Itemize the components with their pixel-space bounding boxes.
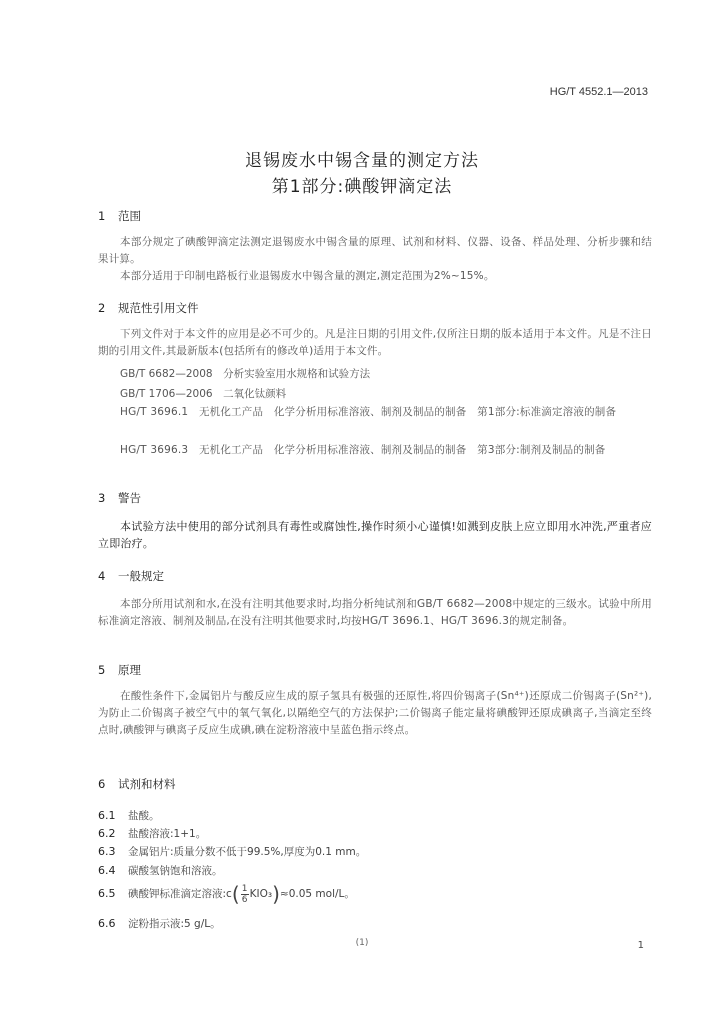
- list-item: [98, 808, 160, 823]
- section-5-paragraph-1: 在酸性条件下,金属铝片与酸反应生成的原子氢具有极强的还原性,将四价锡离子(Sn⁴⁺)还原成二价锡离子(Sn²⁺),为防止二价锡离子被空气中的氧气氧化,以隔绝空气的方法保护;二价锡离子能定量将碘酸钾还原成碘离子,当滴定至终点时,碘酸钾与碘离子反应生成碘,碘在淀粉溶液中呈蓝色指示终点。: [98, 690, 652, 736]
- list-item: [98, 882, 355, 906]
- section-3-paragraph-1: 本试验方法中使用的部分试剂具有毒性或腐蚀性,操作时须小心谨慎!如溅到皮肤上应立即用水冲洗,严重者应立即治疗。: [98, 520, 652, 550]
- section-number: 6: [98, 777, 106, 791]
- list-item: [98, 916, 221, 931]
- list-item: [98, 844, 366, 859]
- fraction-numerator: 1: [241, 883, 248, 894]
- item-text: 碳酸氢钠饱和溶液。: [128, 865, 223, 877]
- section-title: 试剂和材料: [118, 777, 176, 791]
- open-paren: (: [231, 882, 240, 906]
- chemical-formula: KIO₃: [249, 888, 273, 900]
- section-2-paragraph-1: 下列文件对于本文件的应用是必不可少的。凡是注日期的引用文件,仅所注日期的版本适用于本文件。凡是不注日期的引用文件,其最新版本(包括所有的修改单)适用于本文件。: [98, 328, 652, 357]
- fraction-denominator: 6: [241, 894, 248, 905]
- section-5-heading: [98, 662, 141, 678]
- section-title: 一般规定: [118, 569, 164, 583]
- section-1-paragraph-2: 本部分适用于印制电路板行业退锡废水中锡含量的测定,测定范围为2%~15%。: [120, 270, 495, 282]
- item-text: 金属铝片:质量分数不低于99.5%,厚度为0.1 mm。: [128, 846, 367, 858]
- document-title: 退锡废水中锡含量的测定方法: [245, 151, 479, 171]
- item-number: 6.6: [98, 917, 116, 930]
- section-title: 原理: [118, 663, 141, 677]
- section-number: 4: [98, 569, 106, 583]
- standard-code: HG/T 4552.1—2013: [549, 86, 648, 98]
- close-paren: ): [272, 882, 280, 906]
- section-4-heading: [98, 568, 164, 584]
- reference-2: GB/T 1706—2006 二氧化钛颜料: [120, 388, 287, 400]
- reference-4: HG/T 3696.3 无机化工产品 化学分析用标准溶液、制剂及制品的制备 第3部分:制剂及制品的制备: [120, 444, 606, 456]
- reference-3: HG/T 3696.1 无机化工产品 化学分析用标准溶液、制剂及制品的制备 第1部分:标准滴定溶液的制备: [120, 406, 617, 418]
- section-title: 范围: [118, 209, 141, 223]
- section-3-heading: [98, 490, 141, 506]
- section-number: 1: [98, 209, 106, 223]
- item-number: 6.4: [98, 864, 116, 877]
- item-text: 盐酸。: [128, 810, 160, 822]
- section-title: 规范性引用文件: [118, 301, 199, 315]
- footer-label: (1): [355, 938, 369, 948]
- page-number: 1: [637, 940, 644, 951]
- section-number: 3: [98, 491, 106, 505]
- item-number: 6.5: [98, 887, 116, 900]
- section-number: 2: [98, 301, 106, 315]
- list-item: [98, 863, 223, 878]
- section-6-heading: [98, 776, 176, 792]
- section-4-paragraph-1: 本部分所用试剂和水,在没有注明其他要求时,均指分析纯试剂和GB/T 6682—2008中规定的三级水。试验中所用标准滴定溶液、制剂及制品,在没有注明其他要求时,均按HG/T 3696.1、HG/T 3696.3的规定制备。: [98, 598, 652, 627]
- item-number: 6.3: [98, 845, 116, 858]
- item-text-suffix: ≈0.05 mol/L。: [279, 888, 355, 900]
- item-text: 淀粉指示液:5 g/L。: [128, 918, 221, 930]
- document-subtitle: 第1部分:碘酸钾滴定法: [271, 177, 453, 197]
- reference-1: GB/T 6682—2008 分析实验室用水规格和试验方法: [120, 368, 371, 380]
- item-number: 6.1: [98, 809, 116, 822]
- section-title: 警告: [118, 491, 141, 505]
- item-text: 盐酸溶液:1+1。: [128, 828, 207, 840]
- section-1-paragraph-1: 本部分规定了碘酸钾滴定法测定退锡废水中锡含量的原理、试剂和材料、仪器、设备、样品处理、分析步骤和结果计算。: [98, 236, 652, 265]
- section-2-heading: [98, 300, 199, 316]
- list-item: [98, 826, 206, 841]
- item-text-prefix: 碘酸钾标准滴定溶液:c: [128, 888, 232, 900]
- item-number: 6.2: [98, 827, 116, 840]
- fraction: [241, 884, 249, 905]
- section-number: 5: [98, 663, 106, 677]
- section-1-heading: [98, 208, 141, 224]
